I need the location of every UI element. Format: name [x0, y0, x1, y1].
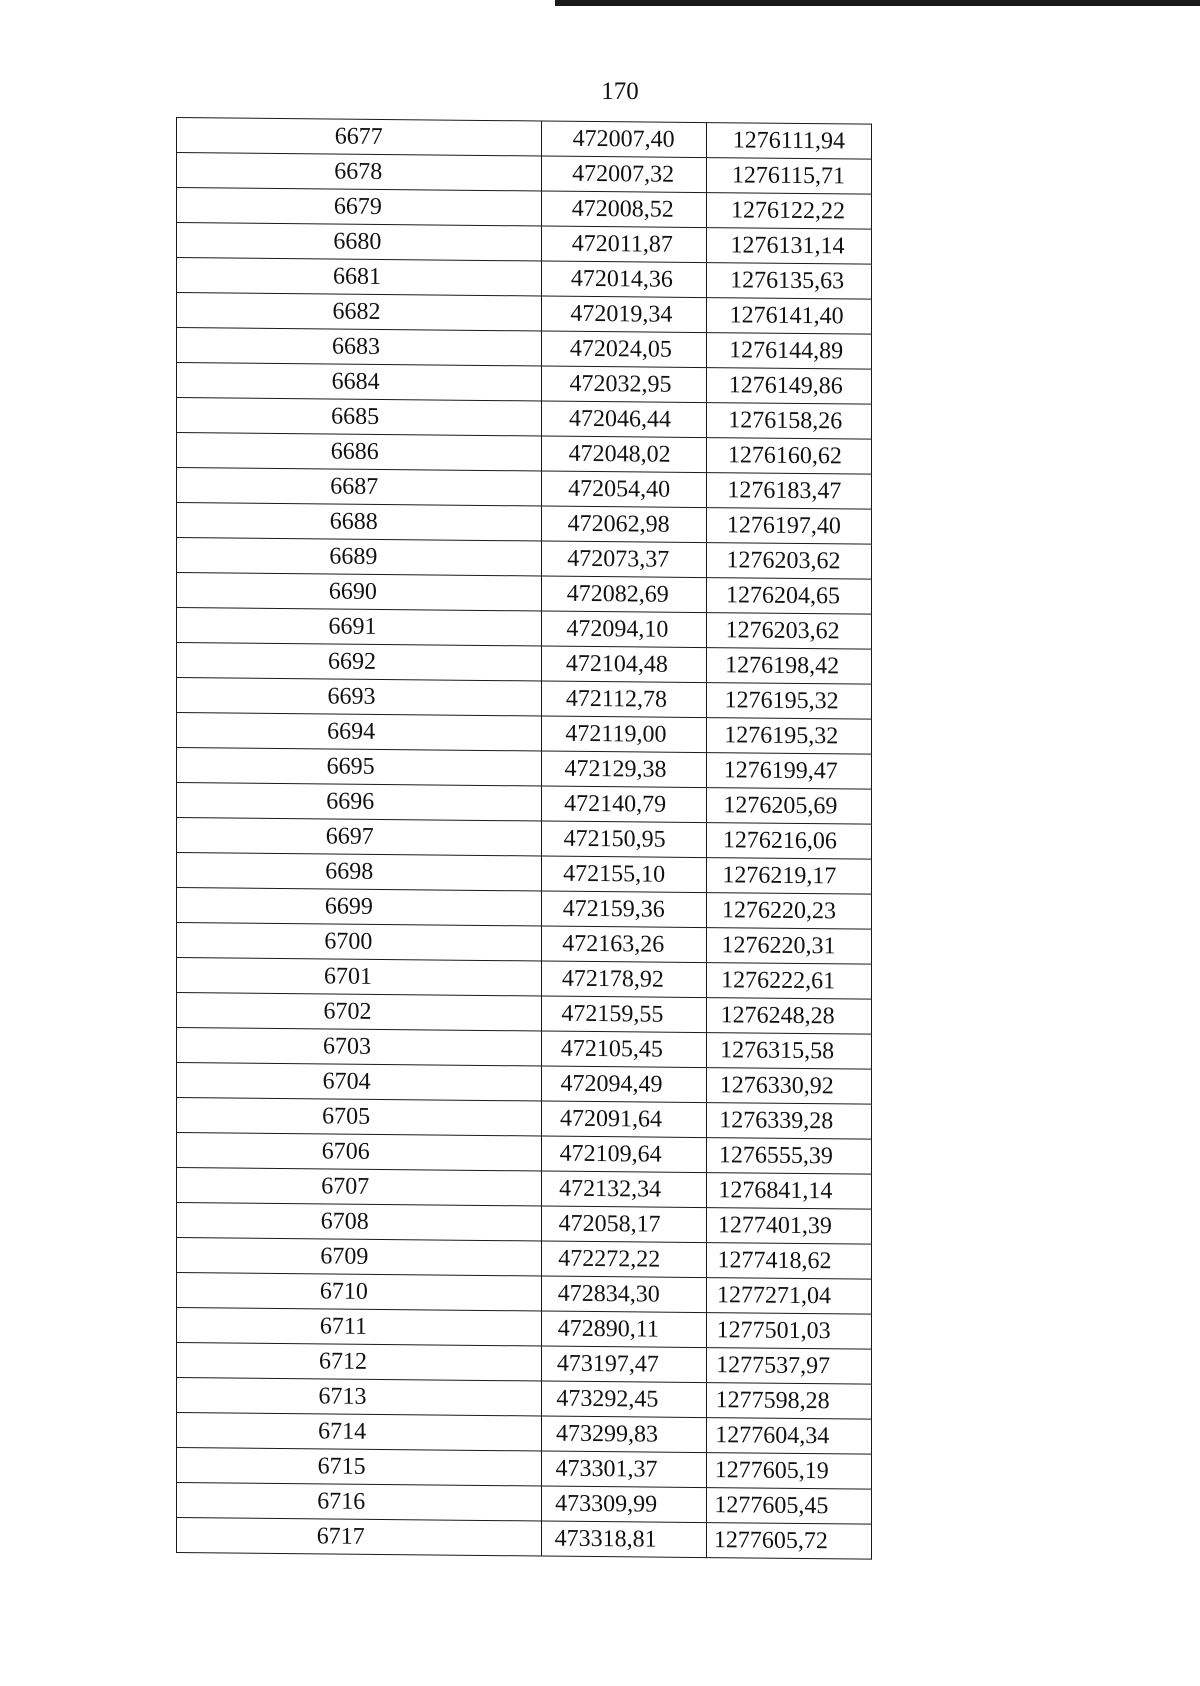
y-coordinate-cell: 1276315,58 [695, 1032, 860, 1069]
x-coordinate-cell: 472011,87 [540, 226, 705, 263]
y-coordinate-cell: 1276205,69 [698, 788, 863, 825]
y-coordinate-cell: 1276149,86 [703, 368, 868, 405]
point-number-cell: 6690 [171, 572, 536, 610]
x-coordinate-cell: 472048,02 [537, 436, 702, 473]
x-coordinate-cell: 472890,11 [526, 1311, 691, 1348]
y-coordinate-cell: 1276216,06 [697, 823, 862, 860]
y-coordinate-cell: 1277501,03 [691, 1312, 856, 1349]
x-coordinate-cell: 472082,69 [535, 576, 700, 613]
y-coordinate-cell: 1276198,42 [700, 648, 865, 685]
x-coordinate-cell: 472132,34 [528, 1171, 693, 1208]
point-number-cell: 6706 [163, 1132, 528, 1170]
x-coordinate-cell: 472046,44 [537, 401, 702, 438]
x-coordinate-cell: 472094,49 [529, 1066, 694, 1103]
x-coordinate-cell: 472834,30 [526, 1276, 691, 1313]
y-coordinate-cell: 1277271,04 [691, 1277, 856, 1314]
y-coordinate-cell: 1276330,92 [694, 1067, 859, 1104]
y-coordinate-cell: 1276141,40 [704, 298, 869, 335]
x-coordinate-cell: 472104,48 [534, 646, 699, 683]
y-coordinate-cell: 1276220,31 [696, 927, 861, 964]
page-number: 170 [601, 78, 639, 105]
point-number-cell: 6716 [159, 1482, 524, 1520]
x-coordinate-cell: 472163,26 [531, 926, 696, 963]
x-coordinate-cell: 472159,36 [531, 891, 696, 928]
point-number-cell: 6687 [172, 467, 537, 505]
y-coordinate-cell: 1277605,45 [689, 1487, 854, 1524]
y-coordinate-cell: 1277605,72 [688, 1522, 853, 1559]
point-number-cell: 6697 [168, 817, 533, 855]
y-coordinate-cell: 1276183,47 [702, 473, 867, 510]
y-coordinate-cell: 1277401,39 [692, 1207, 857, 1244]
x-coordinate-cell: 472073,37 [536, 541, 701, 578]
y-coordinate-cell: 1276203,62 [700, 613, 865, 650]
point-number-cell: 6717 [159, 1517, 524, 1555]
x-coordinate-cell: 472159,55 [530, 996, 695, 1033]
y-coordinate-cell: 1276158,26 [703, 403, 868, 440]
point-number-cell: 6681 [175, 257, 540, 295]
point-number-cell: 6693 [169, 677, 534, 715]
x-coordinate-cell: 472014,36 [539, 261, 704, 298]
x-coordinate-cell: 472091,64 [528, 1101, 693, 1138]
point-number-cell: 6684 [173, 362, 538, 400]
point-number-cell: 6677 [177, 118, 542, 156]
point-number-cell: 6715 [159, 1447, 524, 1485]
x-coordinate-cell: 472272,22 [527, 1241, 692, 1278]
point-number-cell: 6703 [165, 1027, 530, 1065]
y-coordinate-cell: 1276199,47 [698, 753, 863, 790]
y-coordinate-cell: 1276131,14 [705, 228, 870, 265]
x-coordinate-cell: 472112,78 [534, 681, 699, 718]
point-number-cell: 6713 [160, 1377, 525, 1415]
point-number-cell: 6711 [161, 1307, 526, 1345]
point-number-cell: 6708 [163, 1202, 528, 1240]
x-coordinate-cell: 472109,64 [528, 1136, 693, 1173]
y-coordinate-cell: 1277598,28 [690, 1382, 855, 1419]
y-coordinate-cell: 1276203,62 [701, 543, 866, 580]
point-number-cell: 6678 [176, 153, 541, 191]
point-number-cell: 6696 [168, 782, 533, 820]
x-coordinate-cell: 472032,95 [538, 366, 703, 403]
x-coordinate-cell: 473292,45 [525, 1381, 690, 1418]
point-number-cell: 6691 [170, 607, 535, 645]
y-coordinate-cell: 1276248,28 [695, 997, 860, 1034]
y-coordinate-cell: 1276195,32 [699, 718, 864, 755]
point-number-cell: 6682 [174, 292, 539, 330]
y-coordinate-cell: 1276135,63 [704, 263, 869, 300]
point-number-cell: 6707 [163, 1167, 528, 1205]
coordinates-table [176, 117, 872, 1560]
point-number-cell: 6679 [176, 187, 541, 225]
point-number-cell: 6701 [166, 957, 531, 995]
point-number-cell: 6688 [172, 502, 537, 540]
y-coordinate-cell: 1277604,34 [690, 1417, 855, 1454]
y-coordinate-cell: 1276204,65 [700, 578, 865, 615]
y-coordinate-cell: 1276115,71 [706, 158, 871, 195]
point-number-cell: 6709 [162, 1237, 527, 1275]
x-coordinate-cell: 473197,47 [525, 1346, 690, 1383]
x-coordinate-cell: 473318,81 [523, 1521, 688, 1558]
y-coordinate-cell: 1277605,19 [689, 1452, 854, 1489]
point-number-cell: 6686 [172, 432, 537, 470]
y-coordinate-cell: 1276841,14 [693, 1172, 858, 1209]
x-coordinate-cell: 472058,17 [527, 1206, 692, 1243]
point-number-cell: 6692 [170, 642, 535, 680]
x-coordinate-cell: 473301,37 [524, 1451, 689, 1488]
point-number-cell: 6702 [165, 992, 530, 1030]
point-number-cell: 6714 [160, 1412, 525, 1450]
x-coordinate-cell: 472094,10 [535, 611, 700, 648]
point-number-cell: 6700 [166, 922, 531, 960]
y-coordinate-cell: 1276111,94 [706, 123, 871, 160]
point-number-cell: 6695 [168, 747, 533, 785]
y-coordinate-cell: 1276160,62 [702, 438, 867, 475]
x-coordinate-cell: 472155,10 [532, 856, 697, 893]
top-border-rule [555, 0, 1200, 6]
y-coordinate-cell: 1276197,40 [701, 508, 866, 545]
point-number-cell: 6689 [171, 537, 536, 575]
y-coordinate-cell: 1276219,17 [697, 857, 862, 894]
y-coordinate-cell: 1276220,23 [696, 892, 861, 929]
x-coordinate-cell: 472119,00 [533, 716, 698, 753]
table-row [159, 1517, 854, 1559]
y-coordinate-cell: 1276555,39 [693, 1137, 858, 1174]
x-coordinate-cell: 472129,38 [533, 751, 698, 788]
y-coordinate-cell: 1276339,28 [694, 1102, 859, 1139]
point-number-cell: 6698 [167, 852, 532, 890]
y-coordinate-cell: 1276144,89 [704, 333, 869, 370]
x-coordinate-cell: 473309,99 [523, 1486, 688, 1523]
x-coordinate-cell: 472019,34 [539, 296, 704, 333]
x-coordinate-cell: 472178,92 [530, 961, 695, 998]
x-coordinate-cell: 472024,05 [538, 331, 703, 368]
point-number-cell: 6705 [164, 1097, 529, 1135]
x-coordinate-cell: 472150,95 [532, 821, 697, 858]
x-coordinate-cell: 472007,32 [541, 156, 706, 193]
x-coordinate-cell: 472062,98 [536, 506, 701, 543]
x-coordinate-cell: 472008,52 [540, 191, 705, 228]
point-number-cell: 6683 [174, 327, 539, 365]
x-coordinate-cell: 472105,45 [529, 1031, 694, 1068]
y-coordinate-cell: 1276222,61 [695, 962, 860, 999]
x-coordinate-cell: 473299,83 [524, 1416, 689, 1453]
x-coordinate-cell: 472007,40 [541, 121, 706, 158]
coordinates-table-body [177, 118, 872, 1560]
point-number-cell: 6712 [161, 1342, 526, 1380]
point-number-cell: 6710 [162, 1272, 527, 1310]
x-coordinate-cell: 472140,79 [532, 786, 697, 823]
y-coordinate-cell: 1276195,32 [699, 683, 864, 720]
point-number-cell: 6704 [164, 1062, 529, 1100]
x-coordinate-cell: 472054,40 [537, 471, 702, 508]
point-number-cell: 6680 [175, 222, 540, 260]
point-number-cell: 6694 [169, 712, 534, 750]
y-coordinate-cell: 1277537,97 [691, 1347, 856, 1384]
y-coordinate-cell: 1277418,62 [692, 1242, 857, 1279]
y-coordinate-cell: 1276122,22 [705, 193, 870, 230]
point-number-cell: 6699 [167, 887, 532, 925]
point-number-cell: 6685 [173, 397, 538, 435]
